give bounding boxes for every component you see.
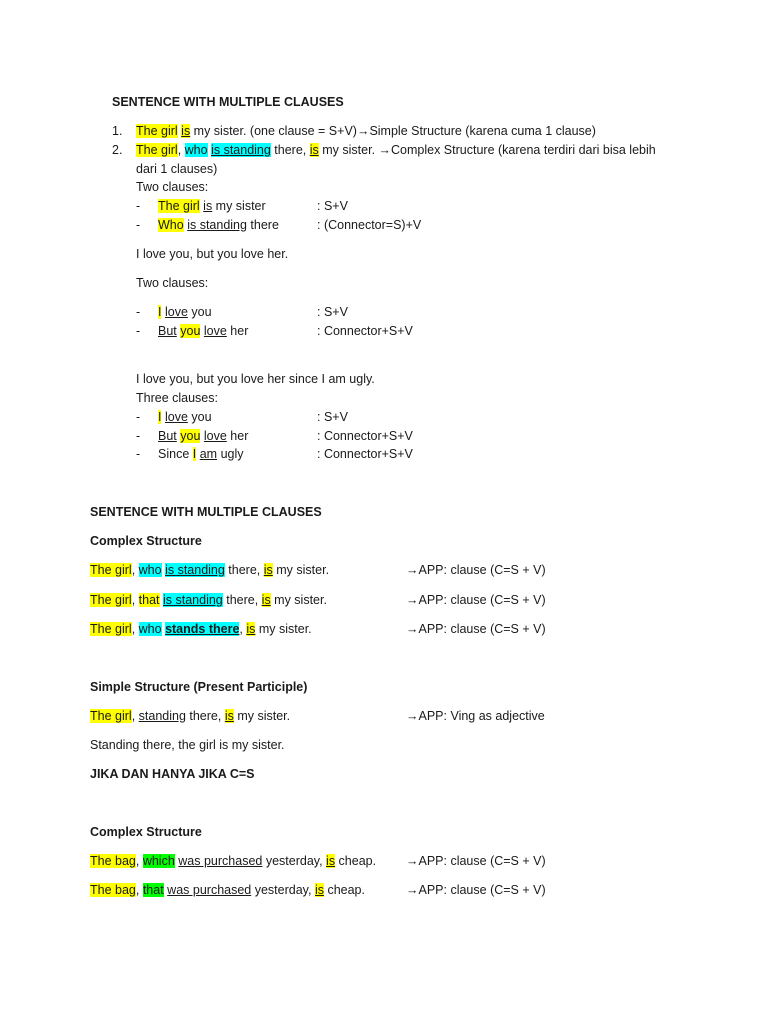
subject-highlight: The girl — [90, 593, 132, 607]
verb: love — [203, 429, 227, 443]
clause-text: you — [187, 305, 212, 319]
comma: , — [131, 622, 139, 636]
subject-highlight: The girl — [90, 563, 132, 577]
verb: love — [164, 410, 188, 424]
subsection-title: Simple Structure (Present Participle) — [90, 680, 308, 694]
subject-highlight: The girl — [90, 709, 132, 723]
list-number: 2. — [112, 143, 123, 157]
example-row — [90, 621, 312, 637]
comma: , — [177, 143, 185, 157]
example-text: my sister. — [272, 563, 330, 577]
item-text: my sister. (one clause = S+V)→Simple Structure (karena cuma 1 clause) — [190, 124, 596, 138]
item-text: there, — [270, 143, 310, 157]
list-item-2-text — [136, 142, 656, 158]
clause-text: my sister — [212, 199, 266, 213]
subject-highlight: Who — [158, 218, 184, 232]
condition-heading: JIKA DAN HANYA JIKA C=S — [90, 767, 255, 781]
subject-highlight: I — [158, 305, 162, 319]
example-row — [90, 882, 365, 898]
connector: Since — [158, 447, 193, 461]
clause-formula: : (Connector=S)+V — [317, 218, 422, 232]
clause-text: there — [246, 218, 279, 232]
dash: - — [136, 429, 141, 443]
verb-highlight: is — [181, 124, 191, 138]
verb-highlight: is — [326, 854, 336, 868]
verb: is — [203, 199, 213, 213]
example-text: my sister. — [233, 709, 291, 723]
clause-text: ugly — [217, 447, 244, 461]
verb: love — [203, 324, 227, 338]
example-text: yesterday, — [262, 854, 327, 868]
clause-text: her — [226, 324, 249, 338]
comma: , — [135, 854, 143, 868]
app-note: →APP: clause (C=S + V) — [406, 593, 546, 607]
dash: - — [136, 199, 141, 213]
dash: - — [136, 447, 141, 461]
example-text: , — [239, 622, 247, 636]
subject-highlight: you — [180, 429, 201, 443]
clauses-label: Two clauses: — [136, 180, 209, 194]
list-item-1-text — [136, 123, 596, 139]
subject-highlight: you — [180, 324, 201, 338]
subject-highlight: The girl — [90, 622, 132, 636]
verb-highlight: is — [224, 709, 234, 723]
verb-highlight: is — [263, 563, 273, 577]
relative-pronoun: who — [138, 563, 162, 577]
clauses-label: Two clauses: — [136, 276, 209, 290]
verb-highlight: is — [314, 883, 324, 897]
verb-highlight: is standing — [211, 143, 271, 157]
subject-highlight: The bag — [90, 854, 136, 868]
app-note: →APP: Ving as adjective — [406, 709, 545, 723]
relative-pronoun: that — [138, 593, 160, 607]
list-item-1 — [112, 123, 122, 139]
subject-highlight: The bag — [90, 883, 136, 897]
participle: standing — [138, 709, 186, 723]
clause-formula: : Connector+S+V — [317, 324, 413, 338]
example-text: cheap. — [335, 854, 377, 868]
clause-formula: : Connector+S+V — [317, 429, 413, 443]
verb-highlight: is standing — [165, 563, 225, 577]
verb: love — [164, 305, 188, 319]
example-row — [90, 853, 376, 869]
example-text: my sister. — [255, 622, 312, 636]
verb: was purchased — [167, 883, 252, 897]
clause-row — [158, 446, 244, 462]
verb-highlight: is standing — [162, 593, 223, 607]
verb-highlight: stands there — [165, 622, 240, 636]
item-continuation: dari 1 clauses) — [136, 162, 218, 176]
example-text: there, — [185, 709, 225, 723]
relative-pronoun: that — [142, 883, 164, 897]
verb-highlight: is — [261, 593, 271, 607]
clause-formula: : S+V — [317, 305, 348, 319]
example-sentence: I love you, but you love her since I am ugly. — [136, 372, 375, 386]
relative-pronoun: who — [184, 143, 208, 157]
dash: - — [136, 218, 141, 232]
relative-pronoun: which — [142, 854, 175, 868]
verb: was purchased — [178, 854, 263, 868]
subject-highlight: I — [192, 447, 197, 461]
clause-text: her — [226, 429, 249, 443]
section-title: SENTENCE WITH MULTIPLE CLAUSES — [112, 95, 344, 109]
example-row — [90, 708, 290, 724]
clause-row — [158, 198, 266, 214]
subject-highlight: The girl — [136, 143, 178, 157]
example-text: yesterday, — [251, 883, 315, 897]
relative-pronoun: who — [138, 622, 162, 636]
example-sentence: I love you, but you love her. — [136, 247, 289, 261]
clause-text: you — [187, 410, 212, 424]
comma: , — [131, 563, 139, 577]
verb: am — [199, 447, 218, 461]
app-note: →APP: clause (C=S + V) — [406, 854, 546, 868]
connector: But — [158, 429, 177, 443]
example-text: there, — [222, 593, 262, 607]
clause-row — [158, 323, 248, 339]
subject-highlight: The girl — [136, 124, 178, 138]
clause-row — [158, 304, 212, 320]
verb-highlight: is — [246, 622, 256, 636]
clause-row — [158, 217, 279, 233]
clauses-label: Three clauses: — [136, 391, 218, 405]
verb: is standing — [187, 218, 247, 232]
clause-row — [158, 409, 212, 425]
comma: , — [131, 593, 139, 607]
subject-highlight: The girl — [158, 199, 200, 213]
example-text: cheap. — [323, 883, 365, 897]
dash: - — [136, 324, 141, 338]
subject-highlight: I — [158, 410, 162, 424]
section-title: SENTENCE WITH MULTIPLE CLAUSES — [90, 505, 322, 519]
app-note: →APP: clause (C=S + V) — [406, 883, 546, 897]
comma: , — [131, 709, 139, 723]
clause-formula: : S+V — [317, 199, 348, 213]
example-text: my sister. — [270, 593, 327, 607]
dash: - — [136, 410, 141, 424]
clause-formula: : Connector+S+V — [317, 447, 413, 461]
example-sentence: Standing there, the girl is my sister. — [90, 738, 285, 752]
item-text: my sister. →Complex Structure (karena terdiri dari bisa lebih — [318, 143, 656, 157]
example-row — [90, 592, 327, 608]
comma: , — [135, 883, 143, 897]
clause-row — [158, 428, 248, 444]
connector: But — [158, 324, 177, 338]
subsection-title: Complex Structure — [90, 825, 202, 839]
app-note: →APP: clause (C=S + V) — [406, 622, 546, 636]
dash: - — [136, 305, 141, 319]
list-number: 1. — [112, 124, 123, 138]
list-item-2 — [112, 142, 122, 158]
clause-formula: : S+V — [317, 410, 348, 424]
app-note: →APP: clause (C=S + V) — [406, 563, 546, 577]
subsection-title: Complex Structure — [90, 534, 202, 548]
verb-highlight: is — [309, 143, 319, 157]
example-row — [90, 562, 329, 578]
example-text: there, — [224, 563, 264, 577]
